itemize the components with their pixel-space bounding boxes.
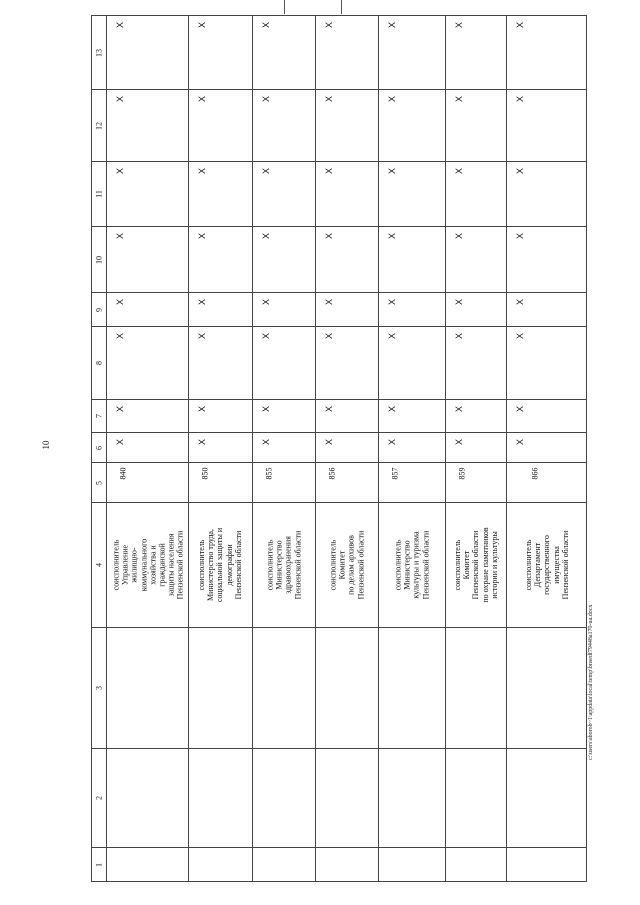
- table-cell: [379, 463, 446, 503]
- table-cell: [379, 749, 446, 848]
- cross-mark: X: [260, 298, 271, 306]
- column-number: 7: [94, 414, 104, 418]
- executor-line: государственного: [541, 535, 551, 595]
- table-cell: [107, 433, 189, 463]
- table-cell: [446, 16, 507, 90]
- table-cell: [252, 628, 315, 749]
- table-cell: [107, 16, 189, 90]
- cross-mark: X: [260, 232, 271, 240]
- cross-mark: X: [197, 405, 208, 413]
- executor-line: соисполнитель: [453, 539, 463, 591]
- column-number: 6: [94, 445, 104, 450]
- table-row-column-6: [92, 433, 587, 463]
- executor-line: соисполнитель: [111, 539, 121, 591]
- table-cell: [315, 628, 378, 749]
- table-cell: [446, 628, 507, 749]
- table-cell: [446, 327, 507, 400]
- table-cell: [507, 293, 587, 327]
- executor-name: [524, 531, 570, 600]
- executor-line: Министерство труда,: [206, 529, 216, 601]
- cross-mark: X: [115, 405, 126, 413]
- table-cell: [507, 433, 587, 463]
- executor-line: Пензенской области: [234, 530, 244, 600]
- table-row-column-8: [92, 327, 587, 400]
- executor-name: [198, 528, 244, 602]
- table-cell: [379, 628, 446, 749]
- executor-name: [394, 531, 431, 600]
- table-cell: [315, 162, 378, 227]
- table-cell: [315, 848, 378, 882]
- executor-line: гражданской: [156, 543, 166, 587]
- table-cell: [252, 162, 315, 227]
- table-row-column-9: [92, 293, 587, 327]
- column-number: 13: [94, 48, 104, 57]
- table-cell: [107, 327, 189, 400]
- column-number: 9: [94, 307, 104, 312]
- table-cell: [315, 293, 378, 327]
- table-cell: [252, 463, 315, 503]
- cross-mark: X: [115, 332, 126, 340]
- table-cell: [252, 327, 315, 400]
- cross-mark: X: [454, 232, 465, 240]
- cross-mark: X: [323, 167, 334, 175]
- budget-code: 856: [327, 467, 337, 480]
- cross-mark: X: [197, 95, 208, 103]
- cross-mark: X: [260, 332, 271, 340]
- cross-mark: X: [454, 95, 465, 103]
- executor-name: [265, 531, 302, 600]
- table-cell: [315, 749, 378, 848]
- executor-line: социальной защиты и: [215, 527, 225, 603]
- column-header-cell: [92, 400, 107, 433]
- cross-mark: X: [323, 438, 334, 446]
- executor-name: [111, 531, 185, 600]
- cross-mark: X: [454, 167, 465, 175]
- table-cell: [252, 503, 315, 628]
- table-cell: [252, 400, 315, 433]
- table-cell: [507, 162, 587, 227]
- table-cell: [315, 503, 378, 628]
- table-row-column-1: [92, 848, 587, 882]
- table-cell: [507, 227, 587, 293]
- cross-mark: X: [515, 167, 526, 175]
- executor-line: Пензенской области: [175, 530, 185, 600]
- executor-line: Комитет: [337, 550, 347, 580]
- cross-mark: X: [260, 405, 271, 413]
- cross-mark: X: [323, 232, 334, 240]
- column-number: 10: [94, 255, 104, 264]
- cross-mark: X: [454, 332, 465, 340]
- table-row-column-3: [92, 628, 587, 749]
- cross-mark: X: [387, 332, 398, 340]
- column-header-cell: [92, 162, 107, 227]
- cross-mark: X: [115, 21, 126, 29]
- top-cut-marks: [284, 0, 342, 14]
- cross-mark: X: [323, 332, 334, 340]
- table-cell: [189, 628, 252, 749]
- budget-code: 840: [118, 467, 128, 480]
- table-cell: [446, 400, 507, 433]
- cross-mark: X: [454, 298, 465, 306]
- table-row-column-5: [92, 463, 587, 503]
- table-row-column-2: [92, 749, 587, 848]
- cross-mark: X: [260, 167, 271, 175]
- table-cell: [507, 848, 587, 882]
- table-cell: [252, 90, 315, 162]
- table-cell: [107, 293, 189, 327]
- executor-line: соисполнитель: [523, 539, 533, 591]
- table-cell: [379, 16, 446, 90]
- table-cell: [252, 848, 315, 882]
- table-cell: [189, 503, 252, 628]
- cross-mark: X: [323, 95, 334, 103]
- table-cell: [315, 463, 378, 503]
- executor-name: [453, 527, 499, 602]
- table-cell: [446, 90, 507, 162]
- table-cell: [107, 227, 189, 293]
- table-cell: [189, 749, 252, 848]
- column-header-cell: [92, 327, 107, 400]
- executor-line: по охране памятников: [480, 527, 490, 603]
- executor-line: коммунального: [138, 538, 148, 592]
- table-cell: [189, 400, 252, 433]
- budget-code: 857: [390, 467, 400, 480]
- table-cell: [379, 400, 446, 433]
- table-row-column-11: [92, 162, 587, 227]
- column-header-cell: [92, 503, 107, 628]
- executor-line: Пензенской области: [356, 530, 366, 600]
- cross-mark: X: [515, 21, 526, 29]
- table-cell: [189, 293, 252, 327]
- table-cell: [446, 463, 507, 503]
- column-number: 5: [94, 480, 104, 485]
- column-header-cell: [92, 227, 107, 293]
- table-cell: [379, 90, 446, 162]
- executor-line: демографии: [225, 544, 235, 586]
- table-row-column-10: [92, 227, 587, 293]
- table-cell: [507, 628, 587, 749]
- executor-line: защиты населения: [166, 533, 176, 597]
- table-row-column-13: [92, 16, 587, 90]
- executor-line: по делам архивов: [347, 535, 357, 595]
- column-number: 12: [94, 121, 104, 130]
- cross-mark: X: [115, 232, 126, 240]
- executor-line: Управление: [120, 544, 130, 586]
- executor-line: Пензенской области: [293, 530, 302, 600]
- executor-name: [329, 531, 366, 600]
- table-cell: [315, 227, 378, 293]
- cross-mark: X: [387, 298, 398, 306]
- executor-line: жилищно-: [129, 547, 139, 583]
- table-cell: [189, 162, 252, 227]
- executor-line: соисполнитель: [393, 539, 403, 591]
- cross-mark: X: [115, 95, 126, 103]
- column-header-cell: [92, 16, 107, 90]
- table-cell: [189, 16, 252, 90]
- cross-mark: X: [197, 332, 208, 340]
- table-cell: [507, 463, 587, 503]
- column-number: 3: [94, 686, 104, 690]
- table-cell: [315, 16, 378, 90]
- table-cell: [107, 503, 189, 628]
- executor-line: культуры и туризма: [412, 531, 422, 599]
- table-cell: [446, 293, 507, 327]
- column-number: 4: [94, 563, 104, 567]
- executor-line: Министерство: [403, 540, 413, 590]
- table-cell: [107, 848, 189, 882]
- table-cell: [252, 433, 315, 463]
- executor-line: истории и культуры: [489, 531, 499, 599]
- table-row-column-4: [92, 503, 587, 628]
- table-cell: [189, 848, 252, 882]
- cross-mark: X: [260, 438, 271, 446]
- cross-mark: X: [387, 167, 398, 175]
- column-number: 2: [94, 796, 104, 800]
- table-cell: [107, 463, 189, 503]
- table-cell: [379, 227, 446, 293]
- cross-mark: X: [197, 232, 208, 240]
- table-cell: [379, 848, 446, 882]
- cross-mark: X: [515, 438, 526, 446]
- column-header-cell: [92, 433, 107, 463]
- cross-mark: X: [323, 405, 334, 413]
- table-row-column-12: [92, 90, 587, 162]
- table-cell: [507, 749, 587, 848]
- column-header-cell: [92, 293, 107, 327]
- executor-line: соисполнитель: [328, 539, 338, 591]
- table-cell: [252, 16, 315, 90]
- cross-mark: X: [115, 298, 126, 306]
- table-cell: [107, 628, 189, 749]
- table-cell: [379, 162, 446, 227]
- table-cell: [315, 327, 378, 400]
- table-cell: [252, 293, 315, 327]
- column-header-cell: [92, 749, 107, 848]
- cross-mark: X: [515, 232, 526, 240]
- budget-code: 855: [264, 467, 274, 480]
- table-cell: [507, 16, 587, 90]
- cross-mark: X: [387, 438, 398, 446]
- cross-mark: X: [454, 405, 465, 413]
- table-cell: [446, 162, 507, 227]
- table-cell: [379, 327, 446, 400]
- table-cell: [379, 293, 446, 327]
- table-cell: [315, 433, 378, 463]
- table-cell: [507, 400, 587, 433]
- column-header-cell: [92, 463, 107, 503]
- cross-mark: X: [387, 232, 398, 240]
- executor-line: соисполнитель: [265, 539, 275, 591]
- rotated-program-table: [91, 15, 587, 882]
- table-cell: [107, 162, 189, 227]
- page-number: 10: [41, 440, 51, 450]
- table-row-column-7: [92, 400, 587, 433]
- executor-line: Департамент: [532, 542, 542, 588]
- cross-mark: X: [323, 21, 334, 29]
- table-cell: [379, 503, 446, 628]
- cross-mark: X: [515, 298, 526, 306]
- executor-line: соисполнитель: [197, 539, 207, 591]
- table-cell: [446, 749, 507, 848]
- column-header-cell: [92, 628, 107, 749]
- table-cell: [379, 433, 446, 463]
- cross-mark: X: [115, 438, 126, 446]
- table-cell: [446, 433, 507, 463]
- budget-code: 866: [530, 467, 540, 480]
- cross-mark: X: [515, 405, 526, 413]
- table-cell: [507, 327, 587, 400]
- column-number: 11: [94, 190, 104, 198]
- column-header-cell: [92, 90, 107, 162]
- cross-mark: X: [197, 438, 208, 446]
- executor-line: Пензенской области: [421, 530, 431, 600]
- budget-code: 859: [457, 467, 467, 480]
- cross-mark: X: [454, 438, 465, 446]
- table-cell: [189, 463, 252, 503]
- footer-file-path: c:\users\aborob~1\appdata\local\temp\bnsedf79448a170-ua.docx: [588, 604, 594, 760]
- table-cell: [252, 227, 315, 293]
- table-cell: [315, 400, 378, 433]
- executor-line: хозяйства и: [147, 545, 157, 585]
- table-cell: [189, 227, 252, 293]
- cross-mark: X: [115, 167, 126, 175]
- table-cell: [507, 503, 587, 628]
- cross-mark: X: [515, 95, 526, 103]
- table-cell: [252, 749, 315, 848]
- executor-line: Пензенской области: [471, 530, 481, 600]
- cross-mark: X: [260, 95, 271, 103]
- column-header-cell: [92, 848, 107, 882]
- column-number: 8: [94, 361, 104, 365]
- cross-mark: X: [387, 21, 398, 29]
- table-cell: [446, 503, 507, 628]
- column-number: 1: [94, 862, 104, 867]
- cross-mark: X: [387, 405, 398, 413]
- cross-mark: X: [515, 332, 526, 340]
- table-cell: [107, 749, 189, 848]
- cross-mark: X: [197, 21, 208, 29]
- cross-mark: X: [197, 167, 208, 175]
- cross-mark: X: [260, 21, 271, 29]
- table-cell: [189, 327, 252, 400]
- cross-mark: X: [454, 21, 465, 29]
- table-cell: [189, 90, 252, 162]
- table-cell: [107, 400, 189, 433]
- cross-mark: X: [197, 298, 208, 306]
- table-cell: [189, 433, 252, 463]
- executor-line: здравоохранения: [283, 536, 293, 594]
- executor-line: имущества: [551, 546, 561, 584]
- table-cell: [446, 848, 507, 882]
- table-cell: [107, 90, 189, 162]
- executor-line: Министерство: [274, 540, 284, 590]
- table-cell: [315, 90, 378, 162]
- table-cell: [446, 227, 507, 293]
- cross-mark: X: [323, 298, 334, 306]
- cross-mark: X: [387, 95, 398, 103]
- executor-line: Пензенской области: [560, 530, 570, 600]
- table-cell: [507, 90, 587, 162]
- executor-line: Комитет: [462, 550, 472, 580]
- budget-code: 850: [200, 467, 210, 480]
